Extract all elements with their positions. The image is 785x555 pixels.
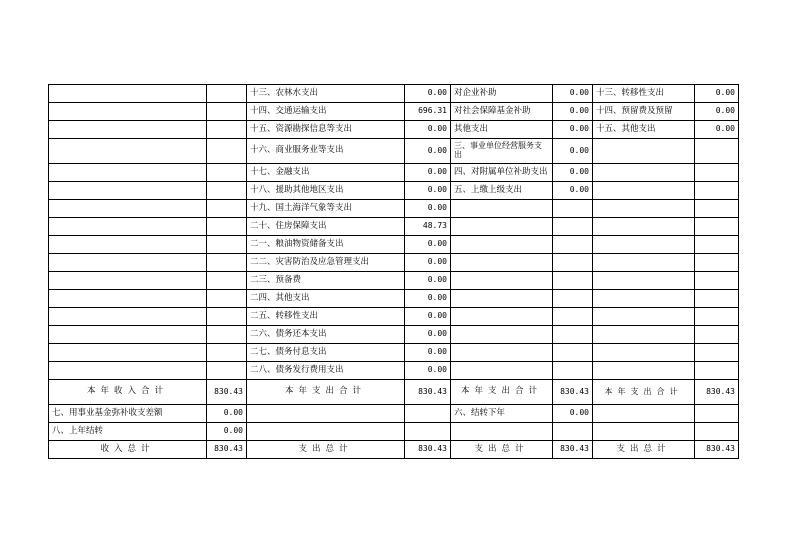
item-cell [451, 272, 553, 290]
table-row [49, 405, 739, 423]
item-cell [451, 290, 553, 308]
item-cell [593, 164, 695, 182]
item-cell: 七、用事业基金弥补收支差额 [49, 405, 207, 423]
item-cell [593, 405, 695, 423]
amount-cell [553, 362, 593, 380]
item-cell: 十六、商业服务业等支出 [247, 139, 405, 164]
amount-cell [207, 182, 247, 200]
amount-cell [553, 200, 593, 218]
amount-cell: 830.43 [695, 380, 739, 405]
amount-cell [207, 326, 247, 344]
item-cell: 四、对附属单位补助支出 [451, 164, 553, 182]
item-cell: 二八、债务发行费用支出 [247, 362, 405, 380]
item-cell [593, 308, 695, 326]
table-row [49, 344, 739, 362]
item-cell: 二三、预备费 [247, 272, 405, 290]
item-cell [593, 218, 695, 236]
amount-cell [207, 139, 247, 164]
item-cell: 十四、交通运输支出 [247, 103, 405, 121]
table-row [49, 380, 739, 405]
item-cell [247, 423, 405, 441]
amount-cell: 830.43 [405, 380, 451, 405]
amount-cell [207, 272, 247, 290]
amount-cell: 0.00 [405, 362, 451, 380]
item-cell [49, 85, 207, 103]
item-cell [451, 254, 553, 272]
table-row [49, 308, 739, 326]
amount-cell [553, 290, 593, 308]
amount-cell [553, 236, 593, 254]
amount-cell: 0.00 [405, 121, 451, 139]
item-cell: 本年支出合计 [593, 380, 695, 405]
table-row [49, 103, 739, 121]
item-cell: 支出总计 [451, 441, 553, 459]
item-cell: 十五、资源勘探信息等支出 [247, 121, 405, 139]
amount-cell [553, 218, 593, 236]
item-cell: 支出总计 [247, 441, 405, 459]
item-cell [49, 290, 207, 308]
amount-cell: 0.00 [405, 236, 451, 254]
amount-cell [207, 290, 247, 308]
amount-cell [553, 272, 593, 290]
budget-table [48, 84, 739, 459]
amount-cell [207, 103, 247, 121]
amount-cell [207, 164, 247, 182]
table-row [49, 326, 739, 344]
item-cell: 十三、转移性支出 [593, 85, 695, 103]
amount-cell: 0.00 [553, 405, 593, 423]
item-cell [451, 344, 553, 362]
amount-cell: 830.43 [405, 441, 451, 459]
amount-cell: 0.00 [695, 85, 739, 103]
amount-cell [695, 182, 739, 200]
item-cell: 对社会保障基金补助 [451, 103, 553, 121]
item-cell [593, 236, 695, 254]
amount-cell: 0.00 [207, 405, 247, 423]
amount-cell: 0.00 [405, 85, 451, 103]
amount-cell: 0.00 [405, 344, 451, 362]
item-cell: 二一、粮油物资储备支出 [247, 236, 405, 254]
table-row [49, 85, 739, 103]
table-row [49, 423, 739, 441]
item-cell: 本年支出合计 [451, 380, 553, 405]
amount-cell [553, 344, 593, 362]
item-cell: 十三、农林水支出 [247, 85, 405, 103]
amount-cell: 0.00 [405, 164, 451, 182]
amount-cell: 830.43 [207, 441, 247, 459]
amount-cell [695, 362, 739, 380]
item-cell [49, 139, 207, 164]
item-cell [593, 423, 695, 441]
amount-cell [695, 344, 739, 362]
amount-cell: 0.00 [207, 423, 247, 441]
item-cell [247, 405, 405, 423]
item-cell: 对企业补助 [451, 85, 553, 103]
amount-cell: 0.00 [405, 326, 451, 344]
table-row [49, 254, 739, 272]
item-cell [593, 344, 695, 362]
amount-cell [695, 308, 739, 326]
item-cell: 其他支出 [451, 121, 553, 139]
table-row [49, 290, 739, 308]
item-cell [49, 308, 207, 326]
item-cell: 二五、转移性支出 [247, 308, 405, 326]
amount-cell: 830.43 [553, 441, 593, 459]
item-cell [593, 254, 695, 272]
table-row [49, 200, 739, 218]
item-cell: 二七、债务付息支出 [247, 344, 405, 362]
amount-cell [695, 200, 739, 218]
amount-cell [695, 218, 739, 236]
table-row [49, 236, 739, 254]
item-cell: 十九、国土海洋气象等支出 [247, 200, 405, 218]
amount-cell [207, 236, 247, 254]
amount-cell: 0.00 [405, 139, 451, 164]
item-cell: 二二、灾害防治及应急管理支出 [247, 254, 405, 272]
amount-cell [207, 200, 247, 218]
amount-cell [405, 405, 451, 423]
amount-cell: 0.00 [553, 121, 593, 139]
item-cell [49, 103, 207, 121]
table-row [49, 272, 739, 290]
table-row [49, 121, 739, 139]
item-cell [451, 308, 553, 326]
table-row [49, 362, 739, 380]
amount-cell [207, 362, 247, 380]
amount-cell: 0.00 [553, 139, 593, 164]
amount-cell: 48.73 [405, 218, 451, 236]
table-row [49, 441, 739, 459]
item-cell [49, 200, 207, 218]
item-cell [451, 218, 553, 236]
item-cell [593, 182, 695, 200]
amount-cell [553, 308, 593, 326]
item-cell [593, 272, 695, 290]
item-cell: 十四、预留费及预留 [593, 103, 695, 121]
amount-cell: 0.00 [405, 308, 451, 326]
amount-cell [207, 218, 247, 236]
amount-cell [695, 405, 739, 423]
item-cell: 二六、债务还本支出 [247, 326, 405, 344]
amount-cell [695, 272, 739, 290]
item-cell: 八、上年结转 [49, 423, 207, 441]
amount-cell [553, 423, 593, 441]
item-cell: 五、上缴上级支出 [451, 182, 553, 200]
item-cell [451, 423, 553, 441]
amount-cell: 0.00 [553, 182, 593, 200]
item-cell [49, 236, 207, 254]
item-cell [49, 362, 207, 380]
amount-cell: 0.00 [553, 85, 593, 103]
amount-cell: 0.00 [405, 272, 451, 290]
item-cell: 十七、金融支出 [247, 164, 405, 182]
item-cell [593, 362, 695, 380]
amount-cell: 0.00 [405, 290, 451, 308]
item-cell [49, 326, 207, 344]
amount-cell: 0.00 [695, 121, 739, 139]
amount-cell [207, 308, 247, 326]
item-cell: 本年收入合计 [49, 380, 207, 405]
amount-cell: 830.43 [553, 380, 593, 405]
item-cell: 二十、住房保障支出 [247, 218, 405, 236]
item-cell [451, 236, 553, 254]
amount-cell: 0.00 [553, 164, 593, 182]
amount-cell [207, 344, 247, 362]
amount-cell: 830.43 [695, 441, 739, 459]
amount-cell: 0.00 [553, 103, 593, 121]
amount-cell [207, 254, 247, 272]
amount-cell: 0.00 [405, 182, 451, 200]
item-cell [49, 218, 207, 236]
item-cell [49, 254, 207, 272]
item-cell: 六、结转下年 [451, 405, 553, 423]
amount-cell [207, 121, 247, 139]
item-cell [49, 164, 207, 182]
item-cell [593, 200, 695, 218]
table-row [49, 139, 739, 164]
item-cell [49, 121, 207, 139]
item-cell [451, 200, 553, 218]
item-cell: 二四、其他支出 [247, 290, 405, 308]
amount-cell [695, 326, 739, 344]
item-cell: 支出总计 [593, 441, 695, 459]
item-cell [593, 290, 695, 308]
item-cell [49, 344, 207, 362]
amount-cell [695, 139, 739, 164]
amount-cell: 0.00 [695, 103, 739, 121]
item-cell: 十五、其他支出 [593, 121, 695, 139]
amount-cell [405, 423, 451, 441]
amount-cell [553, 254, 593, 272]
table-row [49, 218, 739, 236]
item-cell [451, 326, 553, 344]
item-cell [49, 182, 207, 200]
amount-cell [695, 290, 739, 308]
item-cell [593, 326, 695, 344]
item-cell: 十八、援助其他地区支出 [247, 182, 405, 200]
amount-cell [207, 85, 247, 103]
amount-cell [695, 164, 739, 182]
table-row [49, 164, 739, 182]
amount-cell: 0.00 [405, 254, 451, 272]
amount-cell [695, 423, 739, 441]
table-row [49, 182, 739, 200]
item-cell [593, 139, 695, 164]
item-cell: 三、事业单位经营服务支出 [451, 139, 553, 164]
item-cell: 本年支出合计 [247, 380, 405, 405]
amount-cell [695, 236, 739, 254]
amount-cell [553, 326, 593, 344]
amount-cell: 696.31 [405, 103, 451, 121]
item-cell [451, 362, 553, 380]
amount-cell: 830.43 [207, 380, 247, 405]
amount-cell [695, 254, 739, 272]
item-cell: 收入总计 [49, 441, 207, 459]
amount-cell: 0.00 [405, 200, 451, 218]
item-cell [49, 272, 207, 290]
